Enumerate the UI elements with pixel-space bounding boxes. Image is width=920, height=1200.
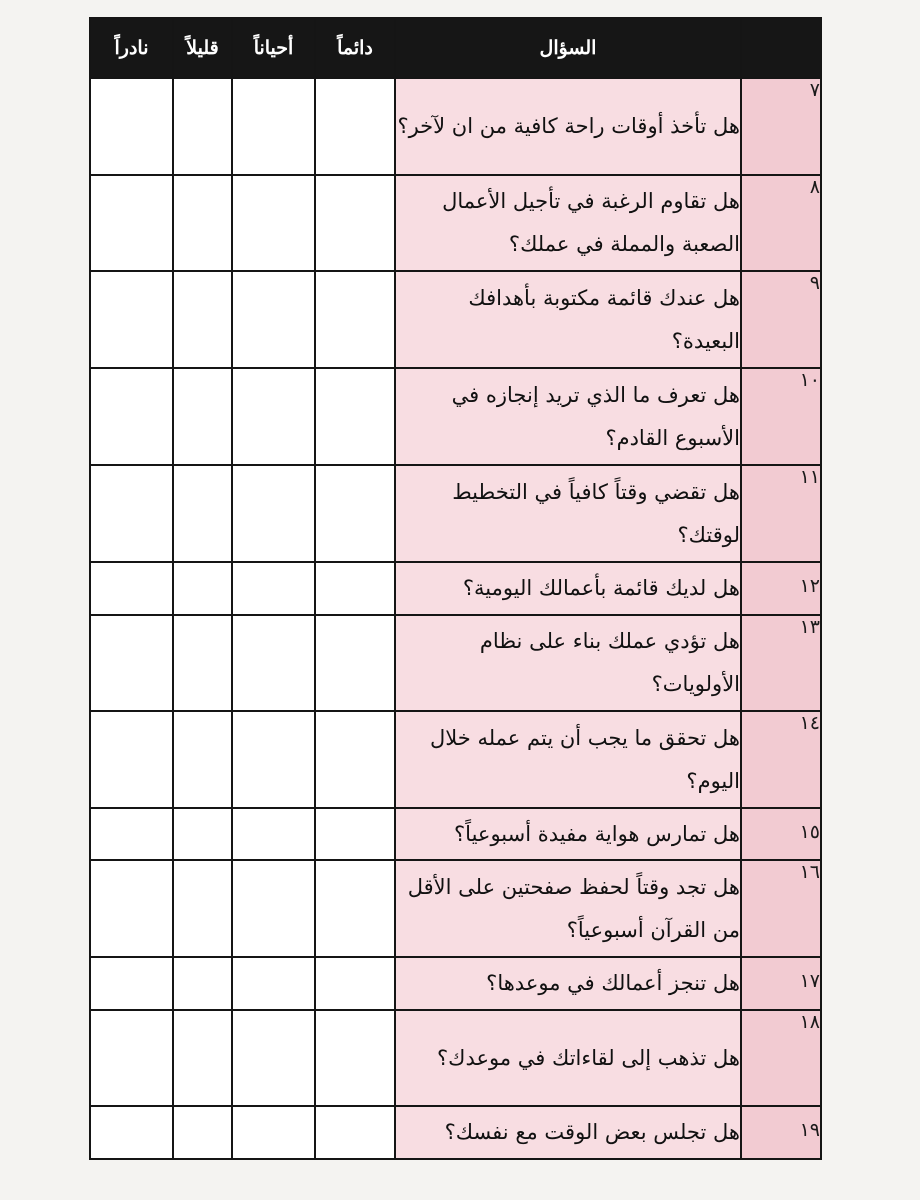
row-question: هل تأخذ أوقات راحة كافية من ان لآخر؟ xyxy=(395,78,741,175)
row-number: ١٨ xyxy=(741,1010,821,1106)
answer-sometimes-cell[interactable] xyxy=(232,271,315,368)
row-number: ١٦ xyxy=(741,860,821,957)
row-question: هل تذهب إلى لقاءاتك في موعدك؟ xyxy=(395,1010,741,1106)
answer-rarely-cell[interactable] xyxy=(90,711,173,808)
row-number: ١٣ xyxy=(741,615,821,711)
row-question: هل عندك قائمة مكتوبة بأهدافك البعيدة؟ xyxy=(395,271,741,368)
answer-sometimes-cell[interactable] xyxy=(232,860,315,957)
answer-always-cell[interactable] xyxy=(315,465,395,562)
answer-seldom-cell[interactable] xyxy=(173,368,232,465)
answer-rarely-cell[interactable] xyxy=(90,860,173,957)
answer-seldom-cell[interactable] xyxy=(173,615,232,711)
answer-always-cell[interactable] xyxy=(315,957,395,1010)
answer-always-cell[interactable] xyxy=(315,271,395,368)
answer-seldom-cell[interactable] xyxy=(173,562,232,615)
answer-seldom-cell[interactable] xyxy=(173,711,232,808)
header-always: دائماً xyxy=(315,18,395,78)
row-number: ١٠ xyxy=(741,368,821,465)
answer-always-cell[interactable] xyxy=(315,1010,395,1106)
row-question: هل تؤدي عملك بناء على نظام الأولويات؟ xyxy=(395,615,741,711)
answer-seldom-cell[interactable] xyxy=(173,175,232,271)
table-row xyxy=(90,1106,821,1159)
row-number: ١٩ xyxy=(741,1106,821,1159)
answer-sometimes-cell[interactable] xyxy=(232,957,315,1010)
table-row xyxy=(90,175,821,271)
answer-sometimes-cell[interactable] xyxy=(232,615,315,711)
answer-seldom-cell[interactable] xyxy=(173,78,232,175)
answer-seldom-cell[interactable] xyxy=(173,1106,232,1159)
table-row xyxy=(90,368,821,465)
table-row xyxy=(90,860,821,957)
table-row xyxy=(90,78,821,175)
row-number: ١٤ xyxy=(741,711,821,808)
answer-sometimes-cell[interactable] xyxy=(232,1010,315,1106)
answer-rarely-cell[interactable] xyxy=(90,368,173,465)
answer-always-cell[interactable] xyxy=(315,368,395,465)
answer-rarely-cell[interactable] xyxy=(90,615,173,711)
table-header-row xyxy=(90,18,821,78)
answer-sometimes-cell[interactable] xyxy=(232,465,315,562)
header-sometimes: أحياناً xyxy=(232,18,315,78)
questionnaire-table xyxy=(89,17,822,1160)
answer-always-cell[interactable] xyxy=(315,1106,395,1159)
answer-rarely-cell[interactable] xyxy=(90,562,173,615)
table-row xyxy=(90,562,821,615)
answer-always-cell[interactable] xyxy=(315,175,395,271)
answer-rarely-cell[interactable] xyxy=(90,271,173,368)
table-row xyxy=(90,465,821,562)
row-number: ٩ xyxy=(741,271,821,368)
answer-seldom-cell[interactable] xyxy=(173,271,232,368)
answer-rarely-cell[interactable] xyxy=(90,175,173,271)
row-question: هل تحقق ما يجب أن يتم عمله خلال اليوم؟ xyxy=(395,711,741,808)
row-question: هل تجد وقتاً لحفظ صفحتين على الأقل من القرآن أسبوعياً؟ xyxy=(395,860,741,957)
row-number: ١٥ xyxy=(741,808,821,860)
header-seldom: قليلاً xyxy=(173,18,232,78)
row-question: هل تنجز أعمالك في موعدها؟ xyxy=(395,957,741,1010)
row-number: ١١ xyxy=(741,465,821,562)
row-question: هل لديك قائمة بأعمالك اليومية؟ xyxy=(395,562,741,615)
table-row xyxy=(90,615,821,711)
answer-sometimes-cell[interactable] xyxy=(232,368,315,465)
header-rarely: نادراً xyxy=(90,18,173,78)
table-row xyxy=(90,271,821,368)
table-row xyxy=(90,711,821,808)
answer-seldom-cell[interactable] xyxy=(173,808,232,860)
answer-rarely-cell[interactable] xyxy=(90,465,173,562)
answer-rarely-cell[interactable] xyxy=(90,1010,173,1106)
row-number: ١٢ xyxy=(741,562,821,615)
row-number: ٨ xyxy=(741,175,821,271)
answer-rarely-cell[interactable] xyxy=(90,957,173,1010)
answer-seldom-cell[interactable] xyxy=(173,1010,232,1106)
row-number: ٧ xyxy=(741,78,821,175)
table-row xyxy=(90,957,821,1010)
answer-seldom-cell[interactable] xyxy=(173,957,232,1010)
answer-sometimes-cell[interactable] xyxy=(232,808,315,860)
answer-always-cell[interactable] xyxy=(315,615,395,711)
answer-seldom-cell[interactable] xyxy=(173,465,232,562)
answer-sometimes-cell[interactable] xyxy=(232,78,315,175)
answer-rarely-cell[interactable] xyxy=(90,808,173,860)
answer-sometimes-cell[interactable] xyxy=(232,1106,315,1159)
table-row xyxy=(90,808,821,860)
row-question: هل تقاوم الرغبة في تأجيل الأعمال الصعبة والمملة في عملك؟ xyxy=(395,175,741,271)
header-number xyxy=(741,18,821,78)
answer-always-cell[interactable] xyxy=(315,562,395,615)
header-question: السؤال xyxy=(395,18,741,78)
answer-sometimes-cell[interactable] xyxy=(232,175,315,271)
row-question: هل تعرف ما الذي تريد إنجازه في الأسبوع القادم؟ xyxy=(395,368,741,465)
row-question: هل تجلس بعض الوقت مع نفسك؟ xyxy=(395,1106,741,1159)
row-question: هل تقضي وقتاً كافياً في التخطيط لوقتك؟ xyxy=(395,465,741,562)
row-number: ١٧ xyxy=(741,957,821,1010)
answer-sometimes-cell[interactable] xyxy=(232,711,315,808)
table-row xyxy=(90,1010,821,1106)
answer-sometimes-cell[interactable] xyxy=(232,562,315,615)
answer-seldom-cell[interactable] xyxy=(173,860,232,957)
answer-rarely-cell[interactable] xyxy=(90,1106,173,1159)
answer-always-cell[interactable] xyxy=(315,78,395,175)
answer-always-cell[interactable] xyxy=(315,860,395,957)
answer-always-cell[interactable] xyxy=(315,808,395,860)
answer-rarely-cell[interactable] xyxy=(90,78,173,175)
answer-always-cell[interactable] xyxy=(315,711,395,808)
row-question: هل تمارس هواية مفيدة أسبوعياً؟ xyxy=(395,808,741,860)
